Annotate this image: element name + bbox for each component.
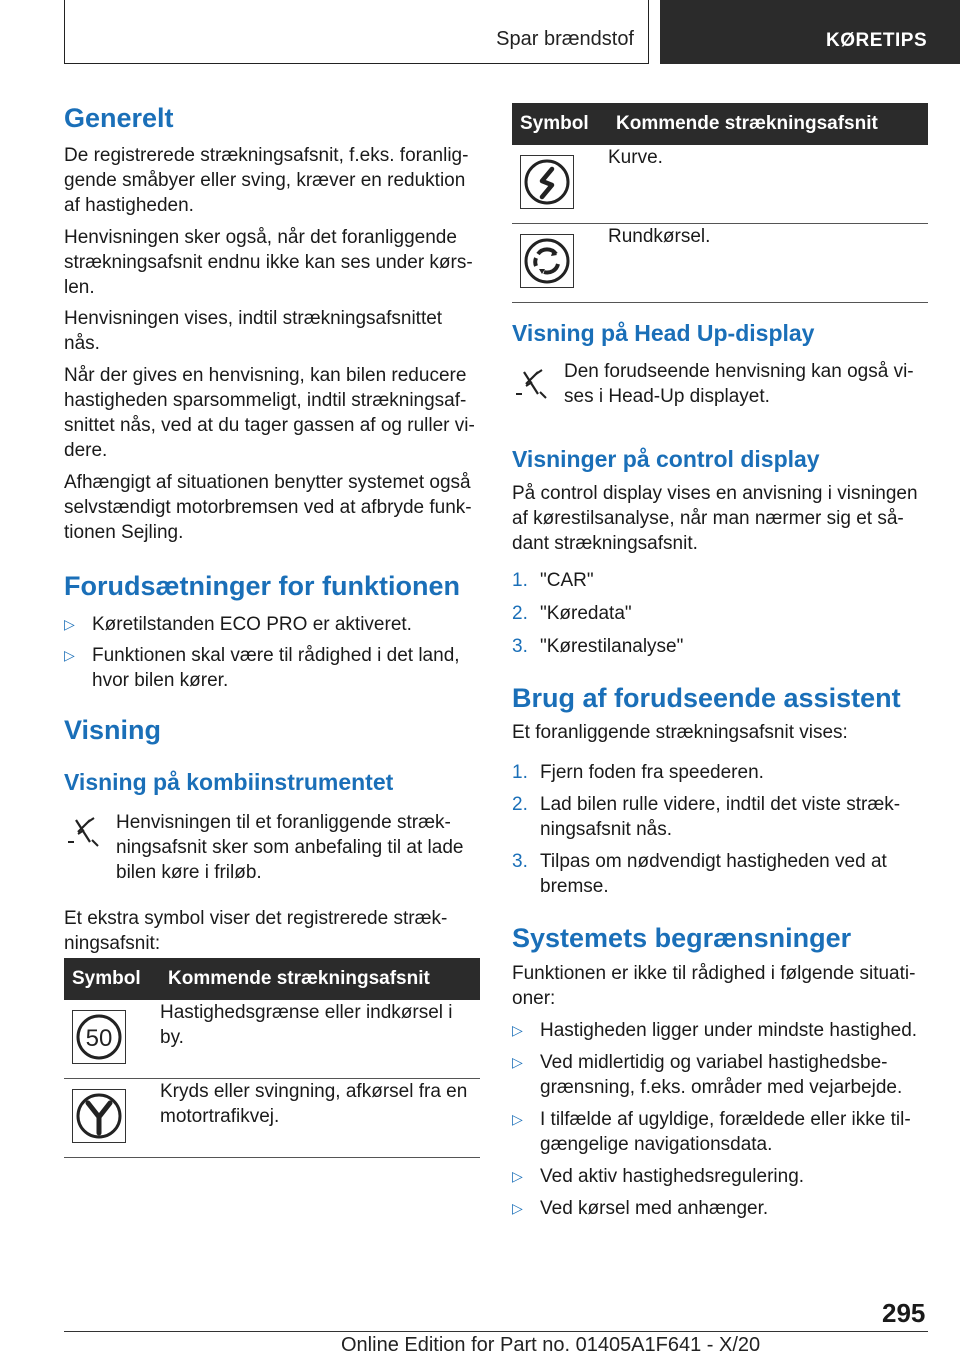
paragraph-generelt-1: De registrerede strækningsafsnit, f.eks. foranlig-gende småbyer eller sving, kræver en reduktion af hastigheden. [64,145,469,216]
heading-brug-assistent: Brug af forudseende assistent [512,683,901,713]
triangle-bullet-icon: ▷ [512,1054,523,1070]
head-up-note-text: Den forudseende henvisning kan også vi-ses i Head-Up displayet. [564,361,914,407]
list-item: ▷ Ved midlertidig og variabel hastighedsbe-grænsning, f.eks. områder med vejarbejde. [512,1052,903,1098]
header-section-box [64,0,649,64]
table-row [64,1079,480,1158]
triangle-bullet-icon: ▷ [512,1168,523,1184]
paragraph-begraensninger: Funktionen er ikke til rådighed i følgende situati-oner: [512,963,916,1009]
heading-begraensninger: Systemets begrænsninger [512,923,852,953]
footer-divider [64,1331,928,1332]
footer-edition: Online Edition for Part no. 01405A1F641 - X/20 [341,1334,761,1356]
triangle-bullet-icon: ▷ [512,1200,523,1216]
heading-head-up: Visning på Head Up-display [512,320,815,346]
note-icon [512,364,550,402]
symbol-table-right [512,103,928,303]
list-item: ▷ Funktionen skal være til rådighed i det land, hvor bilen kører. [64,645,460,691]
header-chapter-box [660,0,960,64]
table-header-section: Kommende strækningsafsnit [160,958,480,1000]
page-number: 295 [882,1298,926,1328]
table-row [512,145,928,224]
heading-forudsaetninger: Forudsætninger for funktionen [64,571,460,601]
menu-step: 2. "Køredata" [512,603,632,624]
paragraph-generelt-3: Henvisningen vises, indtil strækningsafsnittet nås. [64,308,443,354]
kombi-note-text: Henvisningen til et foranliggende stræk-ningsafsnit sker som anbefaling til at lade bilen køre i friløb. [116,812,464,883]
step-item: 2. Lad bilen rulle videre, indtil det viste stræk-ningsafsnit nås. [512,794,901,840]
speed-limit-50-icon [72,1010,126,1064]
list-item: ▷ Hastigheden ligger under mindste hastighed. [512,1020,918,1041]
triangle-bullet-icon: ▷ [512,1022,523,1038]
list-item: ▷ I tilfælde af ugyldige, forældede eller ikke til-gængelige navigationsdata. [512,1109,911,1155]
section-title: Spar brændstof [496,28,634,50]
roundabout-icon [520,234,574,288]
table-header-symbol: Symbol [64,958,160,1000]
table-cell-description: Rundkørsel. [608,224,928,303]
step-item: 1. Fjern foden fra speederen. [512,762,764,783]
curve-icon [520,155,574,209]
table-header-symbol: Symbol [512,103,608,145]
heading-generelt: Generelt [64,103,174,133]
paragraph-generelt-2: Henvisningen sker også, når det foranliggende strækningsafsnit endnu ikke kan ses under kørs-len. [64,227,473,298]
list-item: ▷ Ved aktiv hastighedsregulering. [512,1166,805,1187]
heading-visning: Visning [64,715,162,745]
triangle-bullet-icon: ▷ [64,647,75,663]
list-item: ▷ Køretilstanden ECO PRO er aktiveret. [64,614,412,635]
table-cell-description: Kurve. [608,145,928,224]
menu-step: 3. "Kørestilanalyse" [512,636,684,657]
svg-text:50: 50 [85,1025,113,1052]
step-item: 3. Tilpas om nødvendigt hastigheden ved at bremse. [512,851,887,897]
menu-step: 1. "CAR" [512,570,594,591]
chapter-title: KØRETIPS [826,30,928,51]
heading-control-display: Visninger på control display [512,446,820,472]
table-row [512,224,928,303]
paragraph-brug: Et foranliggende strækningsafsnit vises: [512,722,848,743]
paragraph-generelt-4: Når der gives en henvisning, kan bilen reducere hastigheden sparsommeligt, indtil strækningsaf-snittet nås, ved at du tager gassen af og ruller vi-dere. [64,365,475,461]
table-row [64,1000,480,1079]
junction-icon [72,1089,126,1143]
triangle-bullet-icon: ▷ [512,1111,523,1127]
paragraph-extra-symbol: Et ekstra symbol viser det registrerede stræk-ningsafsnit: [64,908,448,954]
heading-kombiinstrument: Visning på kombiinstrumentet [64,769,394,795]
table-header-section: Kommende strækningsafsnit [608,103,928,145]
paragraph-control-display: På control display vises en anvisning i visningen af kørestilsanalyse, når man nærmer sig et så-dant strækningsafsnit. [512,483,918,554]
triangle-bullet-icon: ▷ [64,616,75,632]
symbol-table-left [64,958,480,1158]
table-cell-description: Hastighedsgrænse eller indkørsel i by. [160,1000,480,1079]
list-item: ▷ Ved kørsel med anhænger. [512,1198,769,1219]
paragraph-generelt-5: Afhængigt af situationen benytter systemet også selvstændigt motorbremsen ved at afbryde funk-tionen Sejling. [64,472,472,543]
note-icon [64,812,102,850]
table-cell-description: Kryds eller svingning, afkørsel fra en motortrafikvej. [160,1079,480,1158]
